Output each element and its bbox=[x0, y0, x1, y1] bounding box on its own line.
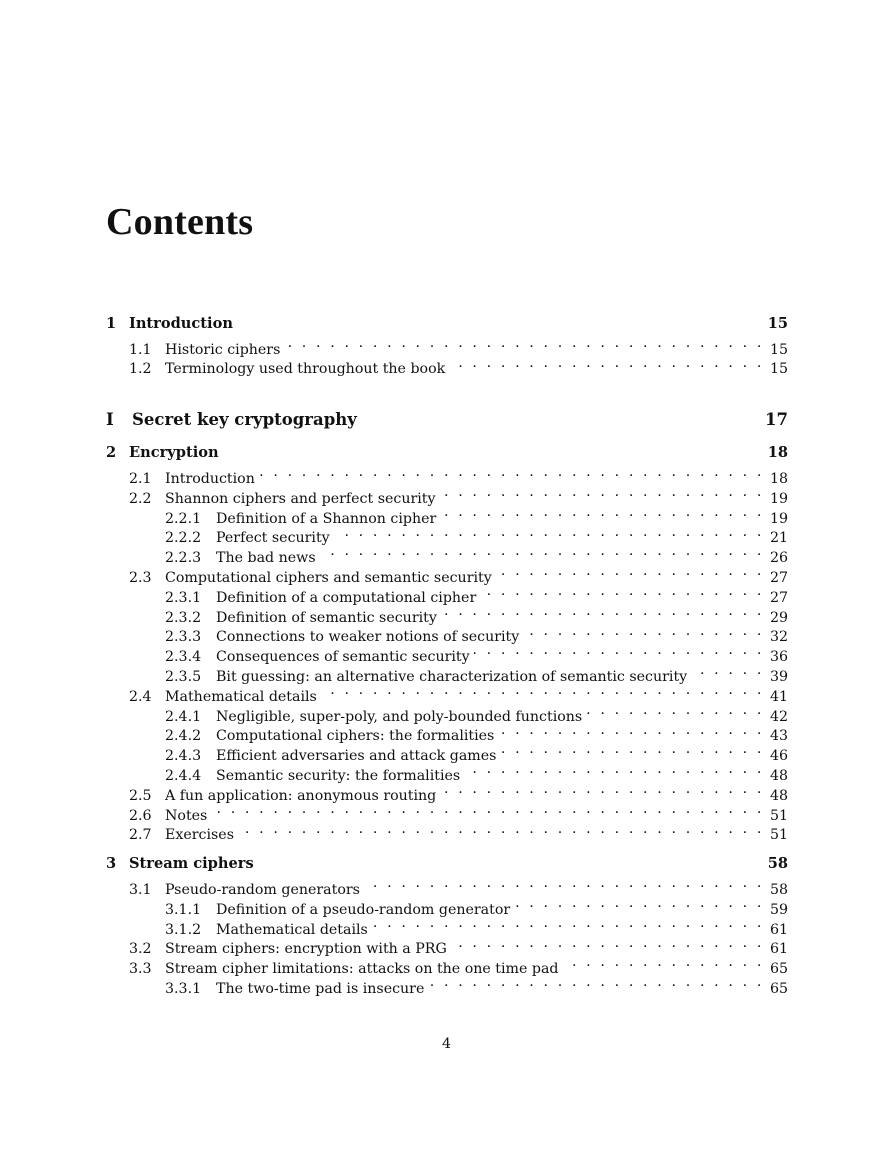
section-title: Stream ciphers: encryption with a PRG bbox=[165, 941, 447, 958]
page-number: 27 bbox=[769, 589, 788, 606]
page-number: 39 bbox=[769, 668, 788, 685]
section-title: Mathematical details bbox=[165, 688, 317, 705]
page-number: 58 bbox=[767, 855, 788, 873]
section-number: 2.3 bbox=[129, 569, 152, 586]
subsection-title: The two-time pad is insecure bbox=[216, 980, 425, 997]
subsection-title: Connections to weaker notions of security bbox=[216, 629, 520, 646]
section-number: 2.5 bbox=[129, 787, 152, 804]
subsection-number: 3.3.1 bbox=[165, 980, 202, 997]
section-number: 2.7 bbox=[129, 827, 152, 844]
toc-chapter-1[interactable] bbox=[106, 314, 788, 334]
page-number: 48 bbox=[769, 787, 788, 804]
toc-subsection-2-3-5[interactable] bbox=[106, 661, 788, 685]
page-number: 61 bbox=[769, 941, 788, 958]
page-number: 18 bbox=[769, 470, 788, 487]
dot-leader bbox=[441, 602, 764, 622]
subsection-number: 2.4.2 bbox=[165, 728, 202, 745]
section-number: 2.6 bbox=[129, 807, 152, 824]
chapter-number: 1 bbox=[106, 315, 117, 332]
section-number: 1.2 bbox=[129, 361, 152, 378]
section-number: 3.3 bbox=[129, 961, 152, 978]
dot-leader bbox=[238, 820, 764, 840]
page-number: 65 bbox=[769, 980, 788, 997]
page-number: 36 bbox=[769, 649, 788, 666]
dot-leader bbox=[320, 542, 764, 562]
toc-section-2-4[interactable] bbox=[106, 681, 788, 705]
toc-chapter-2[interactable] bbox=[106, 443, 788, 463]
section-number: 1.1 bbox=[129, 341, 152, 358]
toc-chapter-3[interactable] bbox=[106, 854, 788, 874]
subsection-title: Consequences of semantic security bbox=[216, 649, 470, 666]
section-title: Introduction bbox=[165, 470, 255, 487]
subsection-title: Computational ciphers: the formalities bbox=[216, 728, 495, 745]
page-number: 17 bbox=[765, 410, 788, 430]
toc-subsection-2-4-3[interactable] bbox=[106, 740, 788, 765]
toc-subsection-2-3-4[interactable] bbox=[106, 641, 788, 666]
subsection-number: 2.3.4 bbox=[165, 649, 202, 666]
chapter-title: Introduction bbox=[129, 315, 233, 332]
page-number: 29 bbox=[769, 609, 788, 626]
toc-subsection-2-2-3[interactable] bbox=[106, 542, 788, 567]
dot-leader bbox=[691, 661, 764, 681]
section-number: 2.1 bbox=[129, 470, 152, 487]
toc-section-2-2[interactable] bbox=[106, 483, 788, 507]
toc-section-2-7[interactable] bbox=[106, 820, 788, 844]
page-number: 42 bbox=[769, 708, 788, 725]
dot-leader bbox=[284, 334, 764, 354]
subsection-number: 2.2.2 bbox=[165, 530, 202, 547]
toc-section-2-5[interactable] bbox=[106, 780, 788, 804]
dot-leader bbox=[440, 503, 764, 523]
subsection-number: 2.3.5 bbox=[165, 668, 202, 685]
page-number: 46 bbox=[769, 748, 788, 765]
dot-leader bbox=[474, 641, 764, 661]
subsection-number: 2.2.3 bbox=[165, 550, 202, 567]
page-number: 19 bbox=[769, 490, 788, 507]
toc-part-1[interactable] bbox=[106, 409, 788, 431]
section-title: Notes bbox=[165, 807, 208, 824]
page-number: 43 bbox=[769, 728, 788, 745]
page-number: 51 bbox=[769, 827, 788, 844]
page-number: 15 bbox=[769, 361, 788, 378]
part-title: Secret key cryptography bbox=[132, 410, 357, 430]
toc-subsection-2-2-1[interactable] bbox=[106, 503, 788, 527]
dot-leader bbox=[451, 934, 764, 954]
subsection-number: 2.2.1 bbox=[165, 510, 202, 527]
page-number: 15 bbox=[767, 315, 788, 332]
footer-page-number: 4 bbox=[441, 1036, 452, 1052]
subsection-title: Perfect security bbox=[216, 530, 330, 547]
dot-leader bbox=[563, 953, 764, 973]
dot-leader bbox=[498, 721, 764, 741]
section-number: 2.4 bbox=[129, 688, 152, 705]
chapter-number: 3 bbox=[106, 855, 117, 873]
dot-leader bbox=[211, 800, 764, 820]
dot-leader bbox=[321, 681, 764, 701]
page-number: 18 bbox=[767, 444, 788, 462]
dot-leader bbox=[480, 582, 764, 602]
subsection-number: 2.4.4 bbox=[165, 767, 202, 784]
subsection-title: Definition of a pseudo-random generator bbox=[216, 901, 511, 918]
subsection-number: 2.3.1 bbox=[165, 589, 202, 606]
page-number: 15 bbox=[769, 341, 788, 358]
toc-subsection-2-4-2[interactable] bbox=[106, 721, 788, 745]
subsection-title: Definition of a Shannon cipher bbox=[216, 510, 437, 527]
page-number: 61 bbox=[769, 921, 788, 938]
section-title: Historic ciphers bbox=[165, 341, 281, 358]
toc-section-2-1[interactable] bbox=[106, 463, 788, 487]
section-title: A fun application: anonymous routing bbox=[165, 787, 437, 804]
page-number: 19 bbox=[769, 510, 788, 527]
subsection-number: 2.3.3 bbox=[165, 629, 202, 646]
toc-section-1-2[interactable] bbox=[106, 354, 788, 378]
subsection-title: Definition of semantic security bbox=[216, 609, 437, 626]
dot-leader bbox=[372, 914, 764, 934]
toc-section-3-3[interactable] bbox=[106, 953, 788, 978]
dot-leader bbox=[449, 354, 764, 374]
toc-subsection-2-3-2[interactable] bbox=[106, 602, 788, 626]
dot-leader bbox=[496, 562, 764, 582]
page-number: 65 bbox=[769, 961, 788, 978]
toc-section-3-1[interactable] bbox=[106, 874, 788, 898]
toc-section-2-6[interactable] bbox=[106, 800, 788, 824]
chapter-title: Encryption bbox=[129, 444, 219, 462]
dot-leader bbox=[364, 874, 764, 894]
page-number: 48 bbox=[769, 767, 788, 784]
toc-subsection-2-2-2[interactable] bbox=[106, 523, 788, 547]
dot-leader bbox=[464, 760, 764, 780]
page-number: 27 bbox=[769, 569, 788, 586]
section-number: 3.1 bbox=[129, 881, 152, 898]
page-title: Contents bbox=[106, 201, 254, 243]
toc-subsection-3-3-1[interactable] bbox=[106, 973, 788, 997]
toc-section-1-1[interactable] bbox=[106, 334, 788, 358]
page-number: 26 bbox=[769, 550, 788, 567]
dot-leader bbox=[259, 463, 764, 483]
dot-leader bbox=[440, 483, 764, 503]
page-number: 32 bbox=[769, 629, 788, 646]
subsection-title: Definition of a computational cipher bbox=[216, 589, 477, 606]
subsection-number: 3.1.1 bbox=[165, 901, 202, 918]
section-title: Exercises bbox=[165, 827, 234, 844]
toc-section-2-3[interactable] bbox=[106, 562, 788, 586]
section-title: Shannon ciphers and perfect security bbox=[165, 490, 436, 507]
toc-section-3-2[interactable] bbox=[106, 934, 788, 958]
section-title: Terminology used throughout the book bbox=[165, 361, 446, 378]
toc-subsection-3-1-2[interactable] bbox=[106, 914, 788, 938]
page-number: 21 bbox=[769, 530, 788, 547]
page-number: 59 bbox=[769, 901, 788, 918]
section-title: Computational ciphers and semantic security bbox=[165, 569, 492, 586]
section-title: Stream cipher limitations: attacks on the one time pad bbox=[165, 961, 559, 978]
dot-leader bbox=[523, 622, 764, 642]
subsection-title: Semantic security: the formalities bbox=[216, 767, 461, 784]
subsection-title: Bit guessing: an alternative characterization of semantic security bbox=[216, 668, 688, 685]
page-number: 51 bbox=[769, 807, 788, 824]
dot-leader bbox=[586, 701, 764, 721]
toc-subsection-2-4-1[interactable] bbox=[106, 701, 788, 725]
subsection-title: Efficient adversaries and attack games bbox=[216, 748, 497, 765]
section-number: 2.2 bbox=[129, 490, 152, 507]
toc-subsection-2-3-3[interactable] bbox=[106, 622, 788, 646]
subsection-number: 3.1.2 bbox=[165, 921, 202, 938]
subsection-number: 2.4.3 bbox=[165, 748, 202, 765]
subsection-number: 2.4.1 bbox=[165, 708, 202, 725]
table-of-contents bbox=[106, 314, 788, 997]
chapter-title: Stream ciphers bbox=[129, 855, 254, 873]
dot-leader bbox=[428, 973, 764, 993]
subsection-title: Mathematical details bbox=[216, 921, 368, 938]
subsection-title: The bad news bbox=[216, 550, 316, 567]
page-number: 58 bbox=[769, 881, 788, 898]
page-number: 41 bbox=[769, 688, 788, 705]
subsection-title: Negligible, super-poly, and poly-bounded functions bbox=[216, 708, 583, 725]
section-number: 3.2 bbox=[129, 941, 152, 958]
toc-subsection-3-1-1[interactable] bbox=[106, 894, 788, 918]
subsection-number: 2.3.2 bbox=[165, 609, 202, 626]
section-title: Pseudo-random generators bbox=[165, 881, 360, 898]
toc-subsection-2-4-4[interactable] bbox=[106, 760, 788, 784]
part-number: I bbox=[106, 410, 114, 430]
dot-leader bbox=[334, 523, 764, 543]
dot-leader bbox=[440, 780, 764, 800]
chapter-number: 2 bbox=[106, 444, 117, 462]
toc-subsection-2-3-1[interactable] bbox=[106, 582, 788, 606]
dot-leader bbox=[514, 894, 764, 914]
dot-leader bbox=[500, 740, 764, 760]
